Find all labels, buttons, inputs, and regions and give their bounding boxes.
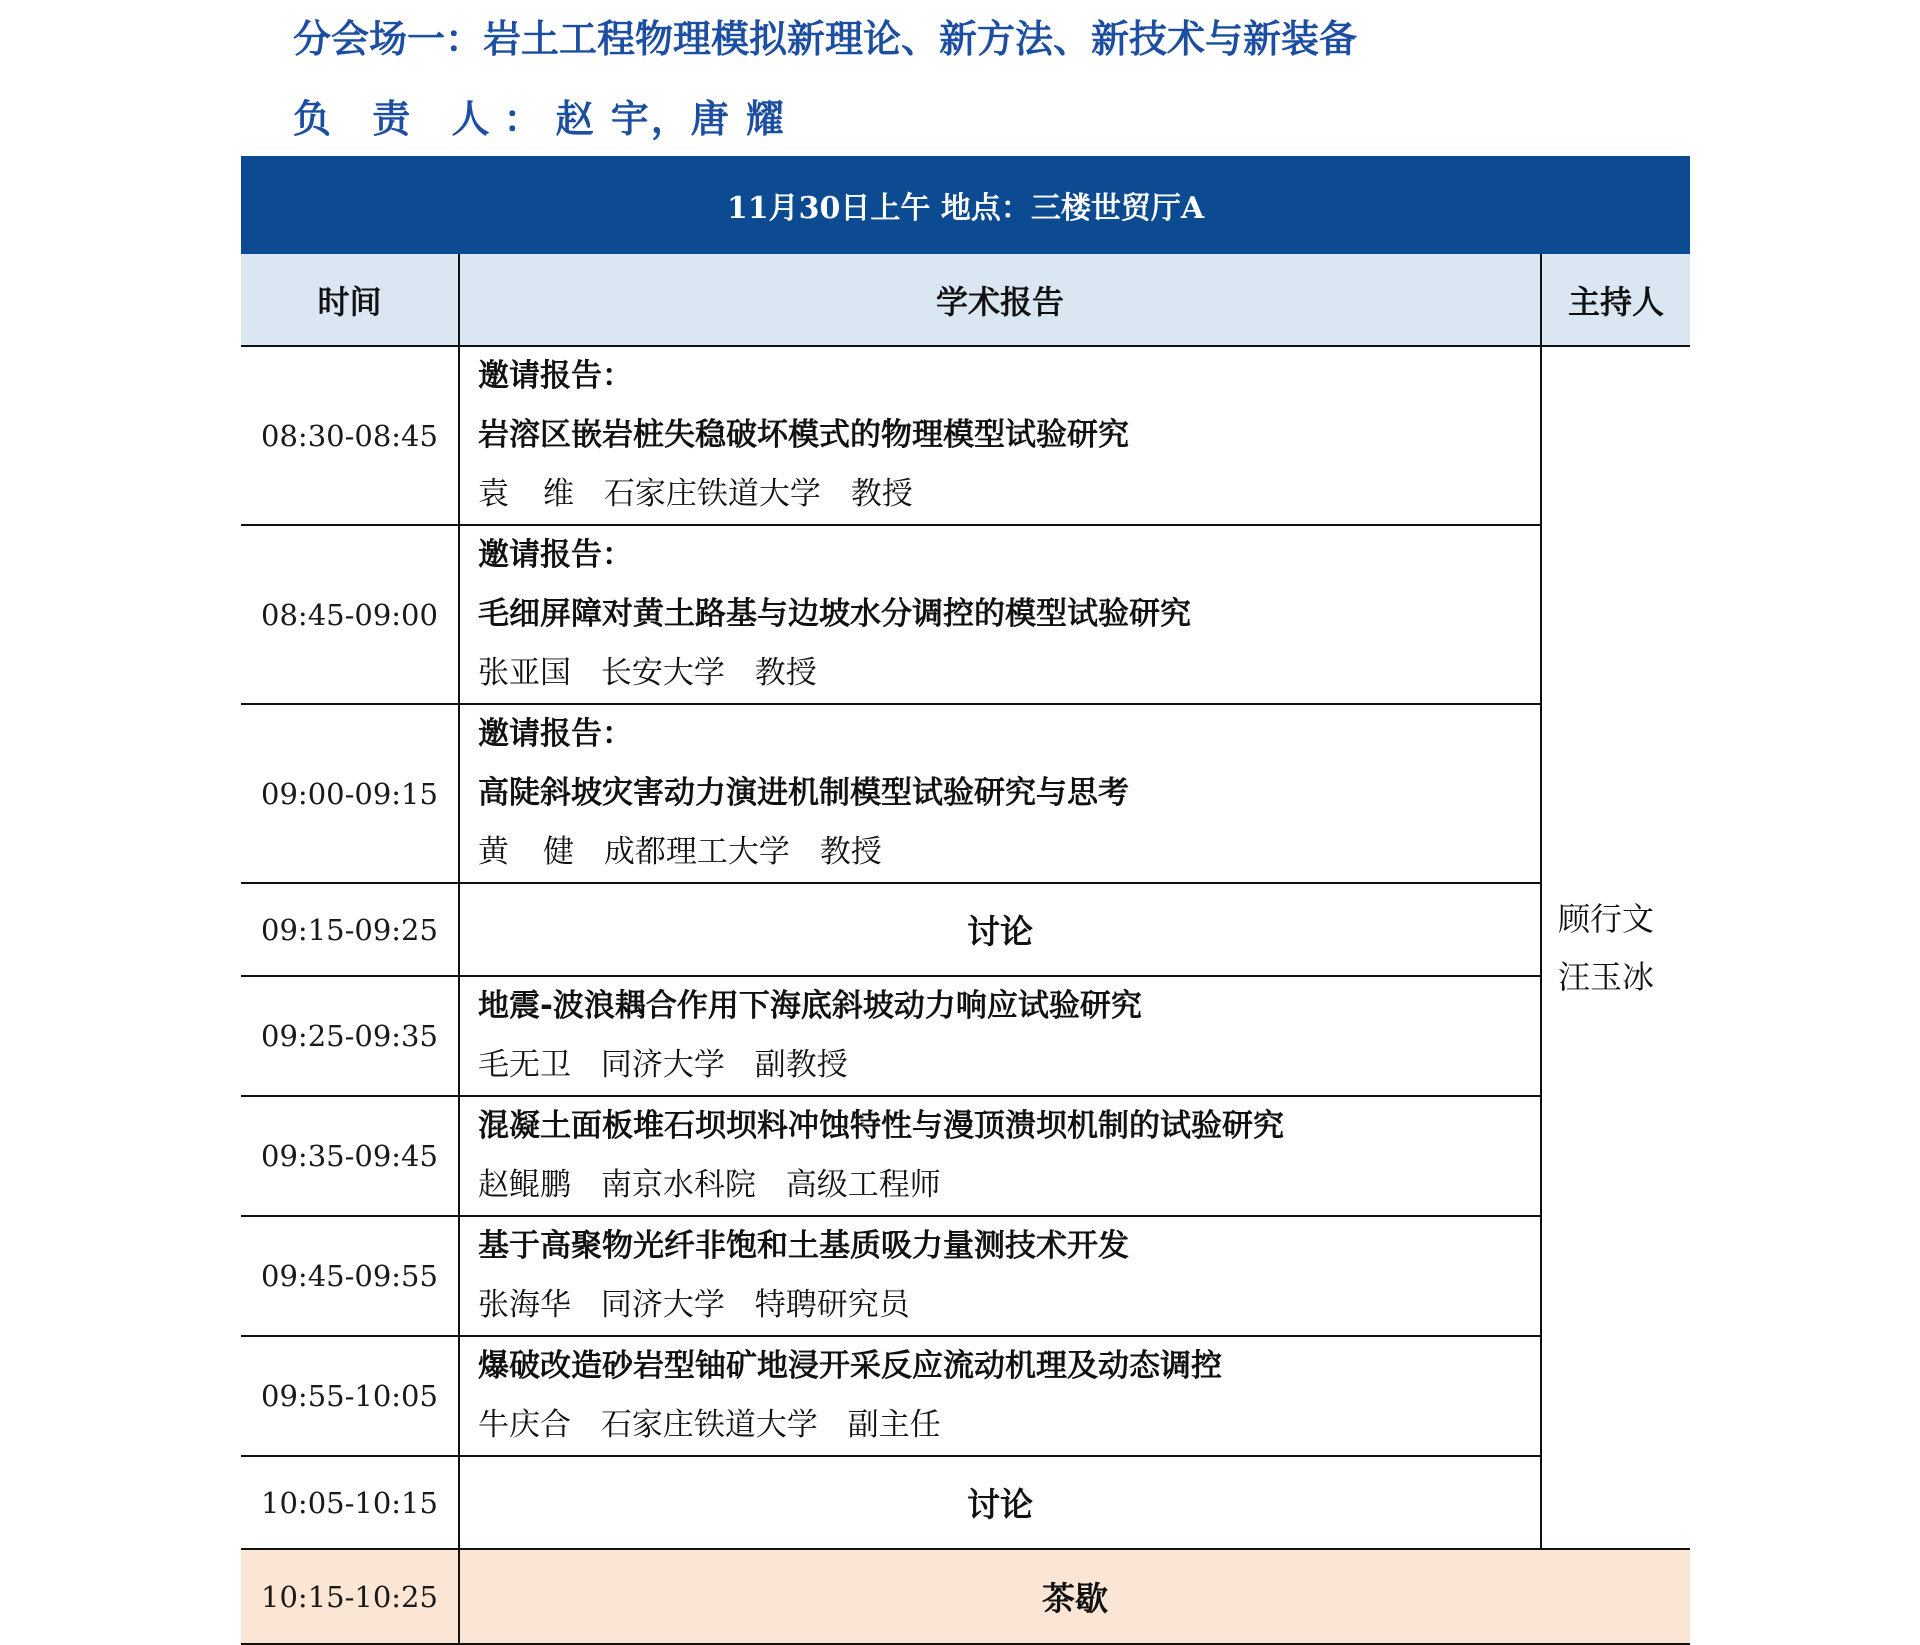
leaders-label: 负 责 人：	[293, 97, 556, 141]
host-cell	[1541, 346, 1690, 1549]
tea-break-row	[241, 1549, 1690, 1644]
session-leaders	[293, 88, 786, 143]
speaker-name: 赵鲲鹏	[478, 1167, 571, 1203]
invited-tag: 邀请报告：	[478, 716, 633, 752]
schedule-table	[241, 156, 1690, 1645]
header-host: 主持人	[1541, 253, 1690, 346]
speaker-position: 教授	[850, 476, 913, 512]
talk-title: 爆破改造砂岩型铀矿地浸开采反应流动机理及动态调控	[478, 1348, 1222, 1384]
time-cell: 09:35-09:45	[241, 1096, 459, 1216]
host-name: 顾行文	[1558, 899, 1655, 938]
speaker-name: 张亚国	[478, 655, 571, 691]
talk-title: 毛细屏障对黄土路基与边坡水分调控的模型试验研究	[478, 596, 1191, 632]
time-cell: 09:25-09:35	[241, 976, 459, 1096]
tea-break-cell: 茶歇	[459, 1549, 1690, 1644]
host-name: 汪玉冰	[1558, 957, 1655, 996]
time-cell: 10:05-10:15	[241, 1456, 459, 1549]
speaker-line	[478, 465, 1540, 524]
talk-title: 高陡斜坡灾害动力演进机制模型试验研究与思考	[478, 775, 1129, 811]
talk-title: 基于高聚物光纤非饱和土基质吸力量测技术开发	[478, 1228, 1129, 1264]
speaker-affiliation: 石家庄铁道大学	[600, 1407, 818, 1443]
invited-tag: 邀请报告：	[478, 358, 633, 394]
talk-cell	[459, 704, 1541, 883]
time-cell: 09:15-09:25	[241, 883, 459, 976]
speaker-affiliation: 石家庄铁道大学	[603, 476, 821, 512]
talk-title: 岩溶区嵌岩桩失稳破坏模式的物理模型试验研究	[478, 417, 1129, 453]
talk-cell	[459, 1096, 1541, 1216]
speaker-affiliation: 南京水科院	[600, 1167, 756, 1203]
leaders-names: 赵 宇，唐 耀	[555, 97, 786, 141]
speaker-name: 毛无卫	[478, 1047, 571, 1083]
speaker-name: 张海华	[478, 1287, 571, 1323]
talk-cell	[459, 976, 1541, 1096]
table-row	[241, 346, 1690, 525]
table-row	[241, 525, 1690, 704]
speaker-line	[478, 1156, 1540, 1215]
speaker-line	[478, 1036, 1540, 1095]
speaker-position: 特聘研究员	[754, 1287, 910, 1323]
session-title: 分会场一：岩土工程物理模拟新理论、新方法、新技术与新装备	[293, 17, 1358, 61]
header-time: 时间	[241, 253, 459, 346]
speaker-affiliation: 同济大学	[600, 1047, 725, 1083]
banner-row	[241, 157, 1690, 253]
table-row	[241, 976, 1690, 1096]
table-row	[241, 1456, 1690, 1549]
header-row	[241, 253, 1690, 346]
speaker-line	[478, 1396, 1540, 1455]
speaker-position: 教授	[819, 834, 882, 870]
invited-tag: 邀请报告：	[478, 537, 633, 573]
speaker-line	[478, 1276, 1540, 1335]
table-row	[241, 1216, 1690, 1336]
discussion-cell: 讨论	[459, 1456, 1541, 1549]
table-row	[241, 704, 1690, 883]
time-cell: 09:00-09:15	[241, 704, 459, 883]
talk-cell	[459, 525, 1541, 704]
time-cell: 08:30-08:45	[241, 346, 459, 525]
speaker-position: 高级工程师	[785, 1167, 941, 1203]
talk-title: 地震-波浪耦合作用下海底斜坡动力响应试验研究	[478, 988, 1142, 1024]
speaker-position: 副教授	[754, 1047, 848, 1083]
table-row	[241, 1096, 1690, 1216]
header-talk: 学术报告	[459, 253, 1541, 346]
speaker-affiliation: 同济大学	[600, 1287, 725, 1323]
speaker-line	[478, 644, 1540, 703]
talk-title: 混凝土面板堆石坝坝料冲蚀特性与漫顶溃坝机制的试验研究	[478, 1108, 1284, 1144]
speaker-position: 副主任	[847, 1407, 941, 1443]
talk-cell	[459, 1216, 1541, 1336]
time-cell: 09:55-10:05	[241, 1336, 459, 1456]
time-cell: 09:45-09:55	[241, 1216, 459, 1336]
table-row	[241, 883, 1690, 976]
time-cell: 10:15-10:25	[241, 1549, 459, 1644]
speaker-line	[478, 823, 1540, 882]
speaker-position: 教授	[754, 655, 817, 691]
talk-cell	[459, 346, 1541, 525]
speaker-affiliation: 长安大学	[600, 655, 725, 691]
date-location-banner: 11月30日上午 地点：三楼世贸厅A	[241, 157, 1690, 253]
speaker-name: 黄健	[478, 834, 608, 870]
time-cell: 08:45-09:00	[241, 525, 459, 704]
speaker-name: 牛庆合	[478, 1407, 571, 1443]
discussion-cell: 讨论	[459, 883, 1541, 976]
speaker-affiliation: 成都理工大学	[603, 834, 790, 870]
speaker-name: 袁维	[478, 476, 608, 512]
table-row	[241, 1336, 1690, 1456]
talk-cell	[459, 1336, 1541, 1456]
